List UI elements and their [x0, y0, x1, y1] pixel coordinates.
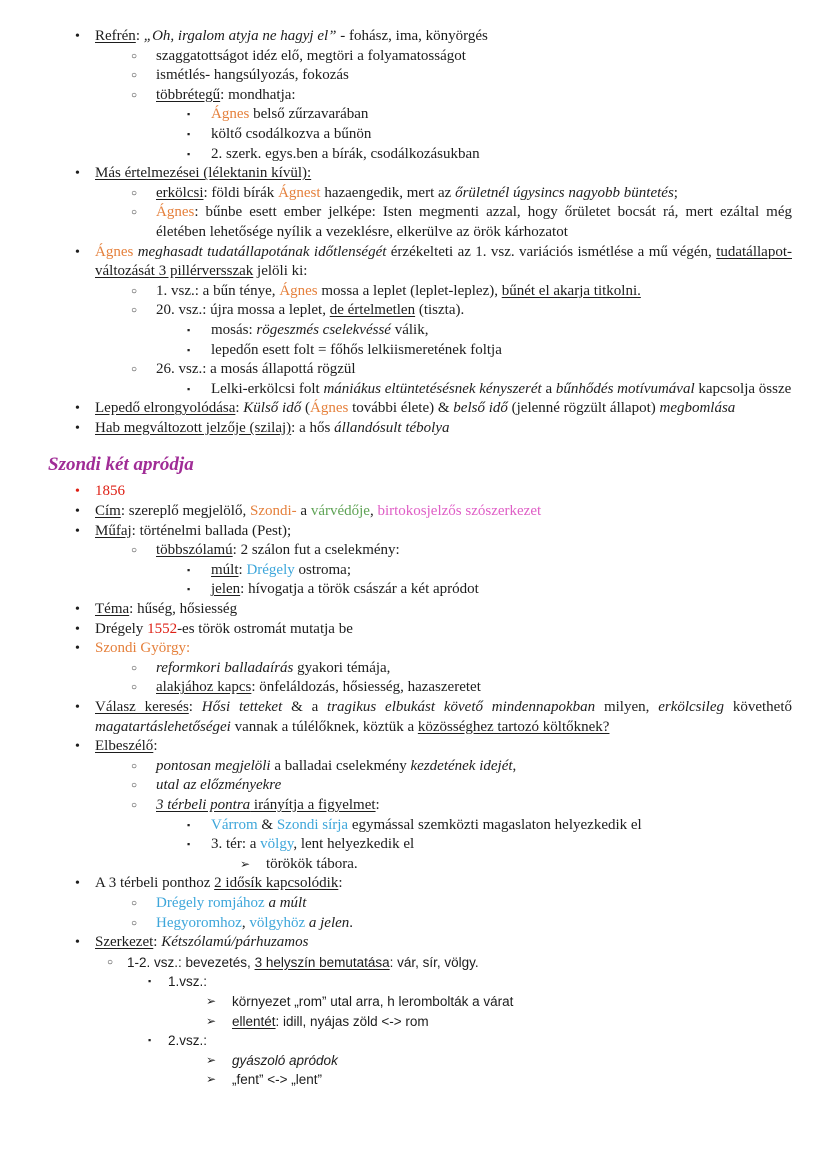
- list-item: [0, 145, 828, 165]
- text-run: Ágnes: [95, 243, 134, 260]
- bullet-circle-icon: ○: [131, 662, 138, 674]
- text-run: :: [153, 934, 162, 951]
- text-run: ,: [241, 914, 250, 931]
- text-run: Lepedő elrongyolódása: [95, 400, 236, 417]
- text-run: mániákus eltüntetésésnek kényszerét: [323, 380, 542, 397]
- text-run: jelöli ki:: [253, 263, 308, 280]
- list-item: [0, 321, 828, 341]
- bullet-square-icon: ▪: [187, 819, 191, 830]
- bullet-circle-icon: ○: [131, 917, 138, 929]
- text-run: 1.vsz.:: [168, 974, 208, 990]
- list-item: [0, 953, 828, 973]
- text-run: :: [338, 875, 343, 892]
- text-run: pontosan megjelöli: [156, 757, 271, 774]
- text-run: mosás:: [211, 321, 257, 338]
- list-item: [0, 541, 828, 561]
- text-run: Műfaj: [95, 522, 132, 539]
- text-run: 1552: [147, 620, 178, 637]
- text-run: 26. vsz.: a mosás állapottá rögzül: [156, 361, 356, 378]
- bullet-disc-icon: •: [75, 602, 80, 618]
- list-item: [0, 380, 828, 400]
- bullet-square-icon: ▪: [187, 324, 191, 335]
- list-item: [0, 580, 828, 600]
- bullet-square-icon: ▪: [148, 1035, 152, 1046]
- bullet-disc-icon: •: [75, 166, 80, 182]
- text-run: tudatállapot-változását 3 pillérversszak: [95, 243, 792, 280]
- list-item: [0, 1070, 828, 1090]
- text-run: Hegyoromhoz: [156, 914, 242, 931]
- text-run: : földi bírák: [203, 184, 279, 201]
- text-run: tragikus elbukást követő mindennapokban: [327, 699, 596, 715]
- text-run: : a hős: [291, 419, 335, 436]
- bullet-square-icon: ▪: [187, 148, 191, 159]
- list-item: [0, 561, 828, 581]
- list-item: [0, 659, 828, 679]
- text-run: a jelen: [308, 914, 350, 931]
- text-run: vannak a túlélőknek, köztük a: [230, 718, 418, 735]
- text-run: őrületnél úgysincs nagyobb büntetés: [455, 184, 674, 201]
- bullet-disc-icon: •: [75, 420, 80, 436]
- text-run: többszólamú: [156, 542, 233, 559]
- bullet-disc-icon: •: [75, 739, 80, 755]
- text-run: Kétszólamú/párhuzamos: [161, 934, 309, 951]
- list-item: [0, 894, 828, 914]
- text-run: követhető: [724, 699, 792, 715]
- text-run: hazaengedik, mert az: [320, 184, 456, 201]
- text-run: Szondi György:: [95, 640, 191, 657]
- text-run: válik,: [390, 321, 429, 338]
- text-run: a balladai cselekmény: [270, 757, 411, 774]
- text-run: 20. vsz.: újra mossa a leplet,: [156, 302, 330, 319]
- text-run: Szondi-: [249, 503, 297, 520]
- text-run: gyakori témája,: [293, 659, 391, 676]
- bullet-disc-icon: •: [75, 935, 80, 951]
- text-run: törökök tábora.: [266, 855, 358, 872]
- text-run: Más értelmezései (lélektanin kívül):: [95, 165, 312, 182]
- text-run: Várrom: [211, 816, 258, 833]
- text-run: Szerkezet: [95, 934, 154, 951]
- bullet-square-icon: ▪: [187, 383, 191, 394]
- text-run: utal az előzményekre: [156, 777, 282, 794]
- text-run: Ágnes: [279, 282, 318, 299]
- text-run: : önfeláldozás, hősiesség, hazaszeretet: [251, 679, 481, 696]
- text-run: kapcsolja össze: [694, 380, 792, 397]
- bullet-disc-icon: •: [75, 876, 80, 892]
- bullet-circle-icon: ○: [131, 89, 138, 101]
- text-run: :: [188, 699, 202, 715]
- text-run: Drégely: [246, 561, 295, 578]
- text-run: &: [257, 816, 277, 833]
- text-run: reformkori balladaírás: [156, 659, 294, 676]
- text-run: :: [135, 28, 144, 44]
- list-item: [0, 360, 828, 380]
- list-item: [0, 301, 828, 321]
- list-item: [0, 972, 828, 992]
- list-item: [0, 502, 828, 522]
- bullet-square-icon: ▪: [187, 128, 191, 139]
- list-item: [0, 125, 828, 145]
- bullet-circle-icon: ○: [131, 50, 138, 62]
- list-item: [0, 27, 828, 47]
- text-run: völgyhöz: [249, 914, 306, 931]
- bullet-circle-icon: ○: [131, 207, 138, 219]
- list-item: [0, 47, 828, 67]
- text-run: ostroma;: [294, 561, 351, 578]
- text-run: jelen: [211, 581, 241, 598]
- text-run: 1856: [95, 483, 125, 500]
- text-run: Hősi tetteket: [201, 699, 283, 715]
- list-item: [0, 522, 828, 542]
- text-run: ,: [512, 757, 517, 774]
- text-run: :: [238, 561, 247, 578]
- list-item: [0, 914, 828, 934]
- text-run: Külső idő: [243, 400, 302, 417]
- text-run: többrétegű: [156, 86, 221, 103]
- text-run: 2.vsz.:: [168, 1033, 208, 1049]
- bullet-square-icon: ▪: [187, 584, 191, 595]
- text-run: : bűnbe esett ember jelképe: Isten megmenti azzal, hogy őrületet bocsát rá, mert ezáltal még életében lehetősége nyílik a vezeklésre, elkerülve az örök kárhozatot: [156, 204, 792, 240]
- text-run: 3 helyszín bemutatása: [254, 954, 390, 970]
- text-run: belső zűrzavarában: [249, 106, 369, 123]
- list-item: [0, 835, 828, 855]
- text-run: a: [296, 503, 311, 520]
- bullet-circle-icon: ○: [131, 285, 138, 297]
- bullet-circle-icon: ○: [131, 799, 138, 811]
- text-run: & a: [282, 699, 328, 715]
- text-run: Ágnest: [278, 184, 321, 201]
- bullet-disc-icon: •: [75, 621, 80, 637]
- list-item: [0, 282, 828, 302]
- text-run: a múlt: [268, 894, 307, 911]
- list-item: [0, 874, 828, 894]
- text-run: „fent” <-> „lent”: [232, 1072, 323, 1088]
- list-item: [0, 855, 828, 875]
- bullet-disc-icon: •: [75, 244, 80, 260]
- bullet-circle-icon: ○: [131, 897, 138, 909]
- text-run: múlt: [211, 561, 239, 578]
- bullet-square-icon: ▪: [187, 839, 191, 850]
- list-item: [0, 203, 828, 242]
- list-item: [0, 600, 828, 620]
- list-item: [0, 796, 828, 816]
- text-run: „Oh, irgalom atyja ne hagyj el”: [143, 28, 337, 44]
- list-item: [0, 992, 828, 1012]
- text-run: : hűség, hősiesség: [129, 601, 238, 618]
- text-run: (: [301, 400, 310, 417]
- bullet-circle-icon: ○: [107, 956, 114, 968]
- list-item: [0, 184, 828, 204]
- text-run: :: [153, 738, 158, 755]
- text-run: szaggatottságot idéz elő, megtöri a folyamatosságot: [156, 47, 466, 64]
- text-run: várvédője: [310, 503, 370, 520]
- text-run: érzékelteti az 1. vsz. variációs ismétlése a mű végén,: [386, 243, 717, 260]
- bullet-disc-icon: •: [75, 504, 80, 520]
- text-run: Válasz keresés: [95, 699, 189, 715]
- text-run: Elbeszélő: [95, 738, 154, 755]
- text-run: meghasadt tudatállapotának időtlenségét: [137, 243, 387, 260]
- text-run: milyen,: [595, 699, 659, 715]
- list-item: [0, 86, 828, 106]
- text-run: Ágnes: [156, 204, 195, 221]
- text-run: Drégely romjához: [156, 894, 265, 911]
- bullet-arrow-icon: ➢: [206, 1052, 217, 1067]
- text-run: egymással szemközti magaslaton helyezkedik el: [348, 816, 642, 833]
- bullet-circle-icon: ○: [131, 545, 138, 557]
- bullet-disc-icon: •: [75, 484, 80, 500]
- list-item: [0, 341, 828, 361]
- text-run: bűnét el akarja titkolni.: [501, 282, 641, 299]
- list-item: [0, 1031, 828, 1051]
- text-run: megbomlása: [659, 400, 736, 417]
- list-item: [0, 164, 828, 184]
- text-run: (jelenné rögzült állapot): [507, 400, 660, 417]
- text-run: Ágnes: [211, 106, 250, 123]
- text-run: irányítja a figyelmet: [250, 796, 376, 813]
- bullet-arrow-icon: ➢: [206, 1013, 217, 1028]
- text-run: belső idő: [453, 400, 508, 417]
- text-run: lepedőn esett folt = főhős lelkiismeretének foltja: [211, 341, 502, 358]
- text-run: 1-2. vsz.: bevezetés,: [127, 954, 255, 970]
- text-run: 3. tér: a: [211, 836, 261, 853]
- text-run: Cím: [95, 503, 121, 520]
- text-run: bűnhődés motívumával: [555, 380, 695, 397]
- list-item: [0, 757, 828, 777]
- text-run: - fohász, ima, könyörgés: [336, 28, 488, 44]
- list-item: [0, 105, 828, 125]
- text-run: Drégely: [95, 620, 148, 637]
- bullet-circle-icon: ○: [131, 305, 138, 317]
- list-item: [0, 1051, 828, 1071]
- section-heading: Szondi két apródja: [48, 454, 194, 476]
- text-run: ellentét: [232, 1013, 276, 1029]
- text-run: Téma: [95, 601, 130, 618]
- list-item: [0, 66, 828, 86]
- text-run: : történelmi ballada (Pest);: [131, 522, 292, 539]
- bullet-disc-icon: •: [75, 700, 80, 715]
- list-item: [0, 816, 828, 836]
- text-run: (tiszta).: [415, 302, 465, 319]
- text-run: : idill, nyájas zöld <-> rom: [275, 1013, 429, 1029]
- text-run: 2. szerk. egys.ben a bírák, csodálkozásukban: [211, 145, 480, 162]
- bullet-arrow-icon: ➢: [206, 993, 217, 1008]
- bullet-disc-icon: •: [75, 29, 80, 44]
- text-run: rögeszmés cselekvéssé: [256, 321, 391, 338]
- text-run: Ágnes: [309, 400, 349, 417]
- list-item: [0, 639, 828, 659]
- text-run: környezet „rom” utal arra, h lerombolták a várat: [232, 993, 514, 1009]
- bullet-square-icon: ▪: [187, 564, 191, 575]
- text-run: Szondi sírja: [276, 816, 349, 833]
- list-item: [0, 243, 828, 282]
- text-run: birtokosjelzős szószerkezet: [377, 503, 542, 520]
- text-run: ;: [673, 184, 678, 201]
- list-item: [0, 620, 828, 640]
- bullet-square-icon: ▪: [148, 976, 152, 987]
- text-run: ismétlés- hangsúlyozás, fokozás: [156, 67, 349, 84]
- text-run: Hab megváltozott jelzője (szilaj): [95, 419, 292, 436]
- text-run: alakjához kapcs: [156, 679, 252, 696]
- text-run: 3 térbeli pontra: [156, 796, 251, 813]
- text-run: erkölcsileg: [658, 699, 725, 715]
- bullet-circle-icon: ○: [131, 70, 138, 82]
- bullet-disc-icon: •: [75, 523, 80, 539]
- bullet-circle-icon: ○: [131, 187, 138, 199]
- text-run: költő csodálkozva a bűnön: [211, 125, 372, 142]
- text-run: Lelki-erkölcsi folt: [211, 380, 324, 397]
- text-run: 2 idősík kapcsolódik: [214, 875, 339, 892]
- bullet-square-icon: ▪: [187, 344, 191, 355]
- text-run: völgy: [260, 836, 294, 853]
- bullet-square-icon: ▪: [187, 109, 191, 120]
- text-run: közösséghez tartozó költőknek?: [417, 718, 610, 735]
- text-run: magatartáslehetőségei: [95, 718, 231, 735]
- list-item: [0, 482, 828, 502]
- text-run: : 2 szálon fut a cselekmény:: [232, 542, 400, 559]
- text-run: mossa a leplet (leplet-leplez),: [317, 282, 502, 299]
- list-item: [0, 399, 828, 419]
- section-agnes-list: [0, 27, 828, 438]
- text-run: .: [349, 914, 354, 931]
- text-run: a: [541, 380, 556, 397]
- text-run: kezdetének idejét: [410, 757, 513, 774]
- text-run: , lent helyezkedik el: [293, 836, 415, 853]
- bullet-arrow-icon: ➢: [240, 856, 251, 871]
- section-szondi-list: [0, 482, 828, 1089]
- bullet-circle-icon: ○: [131, 682, 138, 694]
- text-run: további élete) &: [348, 400, 454, 417]
- text-run: de értelmetlen: [329, 302, 416, 319]
- list-item: [0, 419, 828, 439]
- list-item: [0, 678, 828, 698]
- bullet-disc-icon: •: [75, 641, 80, 657]
- bullet-arrow-icon: ➢: [206, 1072, 217, 1087]
- text-run: gyászoló apródok: [232, 1052, 338, 1068]
- text-run: : vár, sír, völgy.: [389, 954, 479, 970]
- list-item: [0, 776, 828, 796]
- bullet-disc-icon: •: [75, 401, 80, 417]
- text-run: állandósult tébolya: [334, 419, 450, 436]
- text-run: -es török ostromát mutatja be: [177, 620, 353, 637]
- list-item: [0, 737, 828, 757]
- text-run: : szereplő megjelölő,: [120, 503, 250, 520]
- bullet-circle-icon: ○: [131, 760, 138, 772]
- text-run: erkölcsi: [156, 184, 204, 201]
- bullet-circle-icon: ○: [131, 364, 138, 376]
- bullet-circle-icon: ○: [131, 780, 138, 792]
- text-run: 1. vsz.: a bűn ténye,: [156, 282, 280, 299]
- text-run: :: [375, 796, 380, 813]
- list-item: [0, 698, 828, 737]
- text-run: Refrén: [95, 28, 136, 44]
- text-run: A 3 térbeli ponthoz: [95, 875, 215, 892]
- text-run: :: [235, 400, 244, 417]
- text-run: ,: [369, 503, 378, 520]
- list-item: [0, 1012, 828, 1032]
- text-run: : mondhatja:: [220, 86, 296, 103]
- list-item: [0, 933, 828, 953]
- text-run: : hívogatja a török császár a két apródot: [240, 581, 479, 598]
